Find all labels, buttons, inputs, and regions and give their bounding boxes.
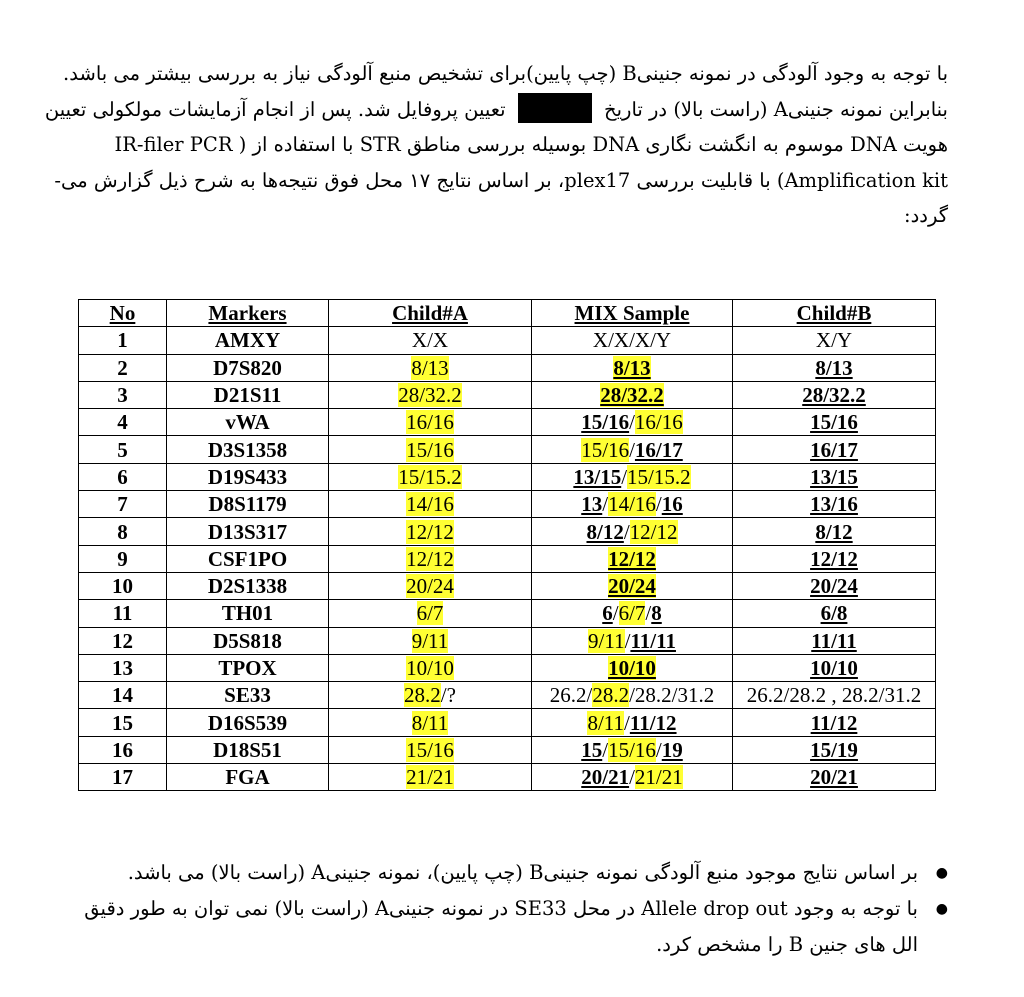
table-row xyxy=(79,654,936,681)
row-number: 14 xyxy=(79,682,167,709)
allele-text: 16 xyxy=(661,492,683,517)
child-b-cell xyxy=(733,764,936,791)
allele-text: 8/13 xyxy=(411,355,449,380)
allele-text: /? xyxy=(440,683,456,708)
row-number: 8 xyxy=(79,518,167,545)
intro-line: هویت DNA موسوم به انگشت نگاری DNA بوسیله بررسی مناطق STR با استفاده از ( IR-filer PCR xyxy=(114,133,948,156)
table-body xyxy=(79,327,936,791)
allele-text: / xyxy=(623,519,630,544)
allele-text: 8/12 xyxy=(815,519,853,544)
allele-text: 13/15 xyxy=(573,464,622,489)
allele-text: 6/7 xyxy=(618,601,646,626)
allele-text: 28/32.2 xyxy=(398,383,462,408)
allele-text: /28.2/31.2 xyxy=(629,683,715,708)
marker-name: SE33 xyxy=(167,682,329,709)
table-row xyxy=(79,354,936,381)
marker-name: D21S11 xyxy=(167,381,329,408)
child-b-cell xyxy=(733,627,936,654)
allele-text: / xyxy=(621,464,628,489)
child-b-cell xyxy=(733,491,936,518)
row-number: 7 xyxy=(79,491,167,518)
allele-text: 14/16 xyxy=(608,492,656,517)
allele-text: 8/11 xyxy=(587,710,625,735)
child-b-cell xyxy=(733,436,936,463)
row-number: 4 xyxy=(79,409,167,436)
mix-sample-cell xyxy=(532,736,733,763)
table-row xyxy=(79,327,936,354)
row-number: 9 xyxy=(79,545,167,572)
allele-text: 14/16 xyxy=(406,492,454,517)
table-row xyxy=(79,491,936,518)
allele-text: 12/12 xyxy=(406,546,454,571)
child-a-cell xyxy=(329,436,532,463)
mix-sample-cell xyxy=(532,764,733,791)
allele-text: 10/10 xyxy=(406,656,454,680)
table-row xyxy=(79,436,936,463)
child-a-cell xyxy=(329,409,532,436)
allele-text: 16/17 xyxy=(810,437,858,462)
allele-text: 20/21 xyxy=(810,765,858,790)
allele-text: 15/16 xyxy=(810,410,858,435)
child-a-cell xyxy=(329,354,532,381)
marker-name: D7S820 xyxy=(167,354,329,381)
allele-text: 19 xyxy=(661,737,683,762)
allele-text: / xyxy=(602,492,609,517)
child-b-cell xyxy=(733,409,936,436)
allele-text: X/X/X/Y xyxy=(592,328,672,353)
allele-text: 21/21 xyxy=(634,765,683,790)
marker-name: D3S1358 xyxy=(167,436,329,463)
allele-text: 15/15.2 xyxy=(627,464,691,489)
allele-text: 9/11 xyxy=(588,628,625,653)
table-row xyxy=(79,409,936,436)
child-a-cell xyxy=(329,381,532,408)
allele-text: / xyxy=(612,601,619,626)
allele-text: 15/16 xyxy=(406,437,454,462)
allele-text: 16/17 xyxy=(634,437,683,462)
child-a-cell xyxy=(329,600,532,627)
marker-name: AMXY xyxy=(167,327,329,354)
mix-sample-cell xyxy=(532,572,733,599)
child-b-cell xyxy=(733,354,936,381)
row-number: 6 xyxy=(79,463,167,490)
marker-name: TPOX xyxy=(167,654,329,681)
row-number: 17 xyxy=(79,764,167,791)
child-b-cell xyxy=(733,381,936,408)
mix-sample-cell xyxy=(532,354,733,381)
marker-name: TH01 xyxy=(167,600,329,627)
intro-line-part: بنابراین نمونه جنینیA (راست بالا) در تاریخ xyxy=(604,97,948,121)
row-number: 3 xyxy=(79,381,167,408)
allele-text: 28.2 xyxy=(404,683,441,708)
row-number: 5 xyxy=(79,436,167,463)
header-mix-sample: MIX Sample xyxy=(532,300,733,327)
mix-sample-cell xyxy=(532,381,733,408)
row-number: 12 xyxy=(79,627,167,654)
marker-name: CSF1PO xyxy=(167,545,329,572)
child-a-cell xyxy=(329,572,532,599)
header-no: No xyxy=(79,300,167,327)
mix-sample-cell xyxy=(532,709,733,736)
table-row xyxy=(79,736,936,763)
child-a-cell xyxy=(329,654,532,681)
child-a-cell xyxy=(329,545,532,572)
child-b-cell xyxy=(733,327,936,354)
intro-paragraph xyxy=(38,56,948,234)
table-row xyxy=(79,627,936,654)
child-b-cell xyxy=(733,736,936,763)
child-a-cell xyxy=(329,327,532,354)
allele-text: 28/32.2 xyxy=(802,383,866,408)
child-b-cell xyxy=(733,518,936,545)
mix-sample-cell xyxy=(532,463,733,490)
allele-text: 10/10 xyxy=(810,656,858,680)
allele-text: / xyxy=(645,601,652,626)
conclusion-item: ● با توجه به وجود Allele drop out در محل SE33 در نمونه جنینیA (راست بالا) نمی توان به طور دقیق الل های جنین B را مشخص کرد. xyxy=(60,891,948,963)
allele-text: 20/24 xyxy=(608,574,656,599)
child-a-cell xyxy=(329,764,532,791)
marker-name: D8S1179 xyxy=(167,491,329,518)
allele-text: 6 xyxy=(602,601,613,626)
allele-text: 10/10 xyxy=(608,656,656,680)
child-a-cell xyxy=(329,463,532,490)
allele-text: 15/16 xyxy=(581,437,630,462)
allele-text: 6/8 xyxy=(820,601,848,626)
row-number: 2 xyxy=(79,354,167,381)
allele-text: 26.2/28.2 , 28.2/31.2 xyxy=(746,683,922,708)
child-a-cell xyxy=(329,736,532,763)
allele-text: 11/12 xyxy=(810,710,858,735)
child-a-cell xyxy=(329,627,532,654)
marker-name: FGA xyxy=(167,764,329,791)
mix-sample-cell xyxy=(532,436,733,463)
allele-text: 21/21 xyxy=(406,765,454,790)
allele-text: 15/16 xyxy=(608,737,656,762)
child-a-cell xyxy=(329,491,532,518)
allele-text: / xyxy=(629,410,635,435)
table-row xyxy=(79,709,936,736)
allele-text: 15/15.2 xyxy=(398,464,462,489)
child-b-cell xyxy=(733,572,936,599)
allele-text: 20/21 xyxy=(581,765,630,790)
marker-name: D2S1338 xyxy=(167,572,329,599)
allele-text: 20/24 xyxy=(406,574,454,599)
intro-line: گردد: xyxy=(904,204,948,227)
mix-sample-cell xyxy=(532,518,733,545)
allele-text: / xyxy=(624,710,630,735)
intro-line: با توجه به وجود آلودگی در نمونه جنینیB (چپ پایین)برای تشخیص منبع آلودگی نیاز به بررسی بیشتر می باشد. xyxy=(63,62,948,85)
allele-text: 8/13 xyxy=(815,355,853,380)
mix-sample-cell xyxy=(532,491,733,518)
table-row xyxy=(79,381,936,408)
table-row xyxy=(79,572,936,599)
marker-name: D5S818 xyxy=(167,627,329,654)
allele-text: 16/16 xyxy=(634,410,683,435)
allele-text: X/Y xyxy=(815,328,853,353)
table-row xyxy=(79,463,936,490)
child-b-cell xyxy=(733,709,936,736)
marker-name: D13S317 xyxy=(167,518,329,545)
child-b-cell xyxy=(733,545,936,572)
mix-sample-cell xyxy=(532,654,733,681)
redacted-date-block xyxy=(518,93,592,123)
allele-text: / xyxy=(629,765,635,790)
allele-text: 9/11 xyxy=(411,628,449,653)
allele-text: 11/12 xyxy=(629,710,677,735)
allele-text: 28/32.2 xyxy=(600,383,664,408)
table-row xyxy=(79,518,936,545)
header-markers: Markers xyxy=(167,300,329,327)
table-row xyxy=(79,600,936,627)
marker-name: D19S433 xyxy=(167,463,329,490)
table-row xyxy=(79,764,936,791)
marker-name: D16S539 xyxy=(167,709,329,736)
table-row xyxy=(79,545,936,572)
mix-sample-cell xyxy=(532,600,733,627)
allele-text: 12/12 xyxy=(406,519,454,544)
header-child-b: Child#B xyxy=(733,300,936,327)
mix-sample-cell xyxy=(532,327,733,354)
mix-sample-cell xyxy=(532,409,733,436)
allele-text: 13/16 xyxy=(810,492,858,517)
mix-sample-cell xyxy=(532,682,733,709)
allele-text: / xyxy=(655,492,662,517)
child-b-cell xyxy=(733,654,936,681)
row-number: 15 xyxy=(79,709,167,736)
allele-text: 15/19 xyxy=(810,737,858,762)
row-number: 10 xyxy=(79,572,167,599)
header-child-a: Child#A xyxy=(329,300,532,327)
allele-text: 8 xyxy=(651,601,662,626)
allele-text: 26.2/ xyxy=(549,683,593,708)
allele-text: / xyxy=(624,628,631,653)
table-header-row xyxy=(79,300,936,327)
marker-name: D18S51 xyxy=(167,736,329,763)
row-number: 1 xyxy=(79,327,167,354)
intro-line-part: تعیین پروفایل شد. پس از انجام آزمایشات مولکولی تعیین xyxy=(44,97,506,121)
allele-text: 8/12 xyxy=(586,519,624,544)
row-number: 13 xyxy=(79,654,167,681)
allele-text: 20/24 xyxy=(810,574,858,599)
table-row xyxy=(79,682,936,709)
allele-text: 6/7 xyxy=(416,601,444,626)
row-number: 16 xyxy=(79,736,167,763)
row-number: 11 xyxy=(79,600,167,627)
allele-text: 11/11 xyxy=(630,628,676,653)
child-b-cell xyxy=(733,463,936,490)
conclusions-list xyxy=(60,855,948,963)
allele-text: / xyxy=(655,737,662,762)
intro-line xyxy=(38,92,948,128)
allele-text: 8/11 xyxy=(411,710,449,735)
allele-text: 12/12 xyxy=(810,546,858,571)
allele-text: 15/16 xyxy=(406,737,454,762)
allele-text: 13 xyxy=(581,492,603,517)
mix-sample-cell xyxy=(532,545,733,572)
child-a-cell xyxy=(329,709,532,736)
marker-name: vWA xyxy=(167,409,329,436)
child-a-cell xyxy=(329,518,532,545)
allele-text: 15 xyxy=(581,737,603,762)
allele-text: 13/15 xyxy=(810,464,858,489)
allele-text: 11/11 xyxy=(811,628,857,653)
conclusion-item: ● بر اساس نتایج موجود منبع آلودگی نمونه جنینیB (چپ پایین)، نمونه جنینیA (راست بالا) می باشد. xyxy=(60,855,948,891)
str-results-table xyxy=(78,299,936,791)
allele-text: / xyxy=(602,737,609,762)
child-a-cell xyxy=(329,682,532,709)
mix-sample-cell xyxy=(532,627,733,654)
child-b-cell xyxy=(733,600,936,627)
allele-text: 15/16 xyxy=(581,410,630,435)
allele-text: 12/12 xyxy=(608,546,656,571)
allele-text: 12/12 xyxy=(629,519,678,544)
child-b-cell xyxy=(733,682,936,709)
allele-text: / xyxy=(629,437,635,462)
allele-text: 8/13 xyxy=(613,355,651,380)
allele-text: 16/16 xyxy=(406,410,454,435)
allele-text: 28.2 xyxy=(592,683,630,708)
allele-text: X/X xyxy=(411,328,449,353)
intro-line: Amplification kit) با قابلیت بررسی plex17، بر اساس نتایج ۱۷ محل فوق نتیجه‌ها به شرح ذیل گزارش می- xyxy=(54,168,948,192)
